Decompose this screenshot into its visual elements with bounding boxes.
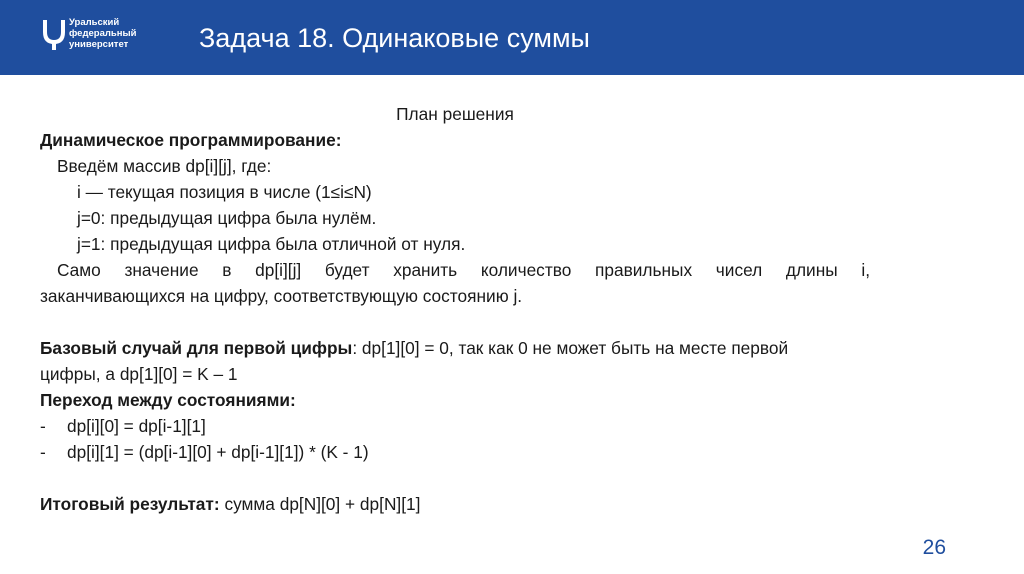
dp-intro: Введём массив dp[i][j], где: (57, 156, 272, 176)
dp-heading: Динамическое программирование: (40, 130, 342, 150)
dp-i-definition: i — текущая позиция в числе (1≤i≤N) (77, 182, 372, 202)
header-bar (0, 0, 1024, 75)
value-description-line2: заканчивающихся на цифру, соответствующую состоянию j. (40, 286, 523, 306)
transition-heading: Переход между состояниями: (40, 390, 296, 410)
page-number: 26 (922, 536, 946, 559)
university-logo-text: Уральский федеральный университет (69, 17, 137, 50)
transition-item: - dp[i][0] = dp[i-1][1] (40, 416, 206, 436)
value-description-line1: Само значение в dp[i][j] будет хранить количество правильных чисел длины i, (57, 260, 870, 280)
university-logo-icon (42, 18, 66, 52)
result-text: сумма dp[N][0] + dp[N][1] (219, 494, 421, 514)
base-case-text: : dp[1][0] = 0, так как 0 не может быть на месте первой (352, 338, 789, 358)
slide-content (40, 101, 870, 517)
slide-title: Задача 18. Одинаковые суммы (199, 23, 590, 53)
base-case-line2: цифры, а dp[1][0] = K – 1 (40, 364, 238, 384)
result-label: Итоговый результат: (40, 494, 220, 514)
base-case-label: Базовый случай для первой цифры (40, 338, 353, 358)
result-line (40, 491, 870, 517)
dp-j0-definition: j=0: предыдущая цифра была нулём. (77, 208, 377, 228)
dp-j1-definition: j=1: предыдущая цифра была отличной от нуля. (77, 234, 466, 254)
plan-title: План решения (396, 104, 514, 124)
transition-item: - dp[i][1] = (dp[i-1][0] + dp[i-1][1]) * (K - 1) (40, 442, 369, 462)
base-case-line1 (40, 335, 870, 361)
